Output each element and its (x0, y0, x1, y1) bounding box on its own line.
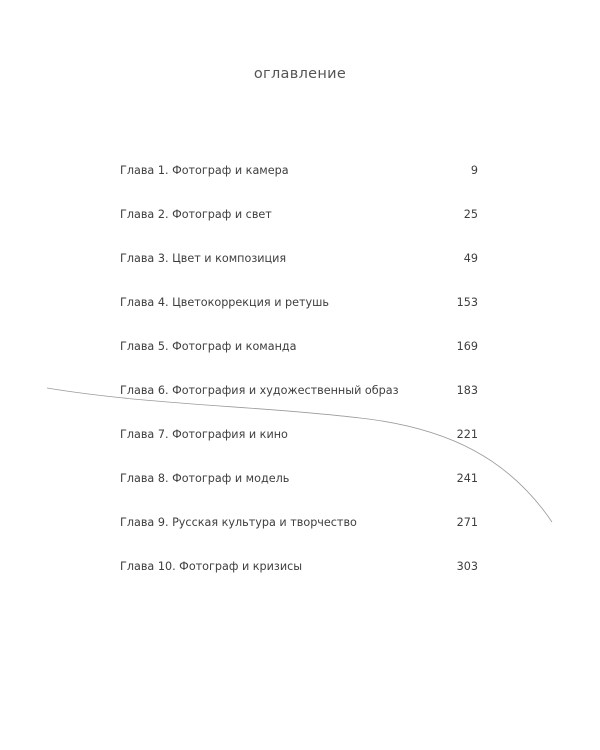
toc-item-page-number: 271 (456, 516, 478, 529)
page-title: оглавление (253, 65, 347, 82)
toc-item-page-number: 9 (470, 164, 478, 177)
toc-item-chapter-2[interactable] (120, 204, 478, 248)
toc-item-page-number: 221 (456, 428, 478, 441)
toc-item-label: Глава 4. Цветокоррекция и ретушь (120, 296, 329, 309)
toc-item-label: Глава 5. Фотограф и команда (120, 340, 297, 353)
toc-item-page-number: 183 (456, 384, 478, 397)
toc-item-chapter-4[interactable] (120, 292, 478, 336)
toc-item-chapter-1[interactable] (120, 160, 478, 204)
toc-item-chapter-5[interactable] (120, 336, 478, 380)
table-of-contents (120, 160, 478, 600)
toc-item-page-number: 241 (456, 472, 478, 485)
toc-item-chapter-7[interactable] (120, 424, 478, 468)
toc-item-label: Глава 9. Русская культура и творчество (120, 516, 357, 529)
toc-item-page-number: 169 (456, 340, 478, 353)
toc-item-label: Глава 8. Фотограф и модель (120, 472, 290, 485)
toc-item-page-number: 303 (456, 560, 478, 573)
toc-item-page-number: 25 (463, 208, 478, 221)
toc-item-chapter-10[interactable] (120, 556, 478, 600)
toc-item-label: Глава 6. Фотография и художественный образ (120, 384, 399, 397)
toc-item-label: Глава 10. Фотограф и кризисы (120, 560, 303, 573)
toc-item-chapter-3[interactable] (120, 248, 478, 292)
toc-item-chapter-8[interactable] (120, 468, 478, 512)
toc-item-label: Глава 7. Фотография и кино (120, 428, 288, 441)
toc-item-chapter-9[interactable] (120, 512, 478, 556)
toc-item-chapter-6[interactable] (120, 380, 478, 424)
toc-item-page-number: 49 (463, 252, 478, 265)
toc-item-label: Глава 3. Цвет и композиция (120, 252, 287, 265)
toc-item-label: Глава 1. Фотограф и камера (120, 164, 289, 177)
toc-item-label: Глава 2. Фотограф и свет (120, 208, 272, 221)
toc-item-page-number: 153 (456, 296, 478, 309)
